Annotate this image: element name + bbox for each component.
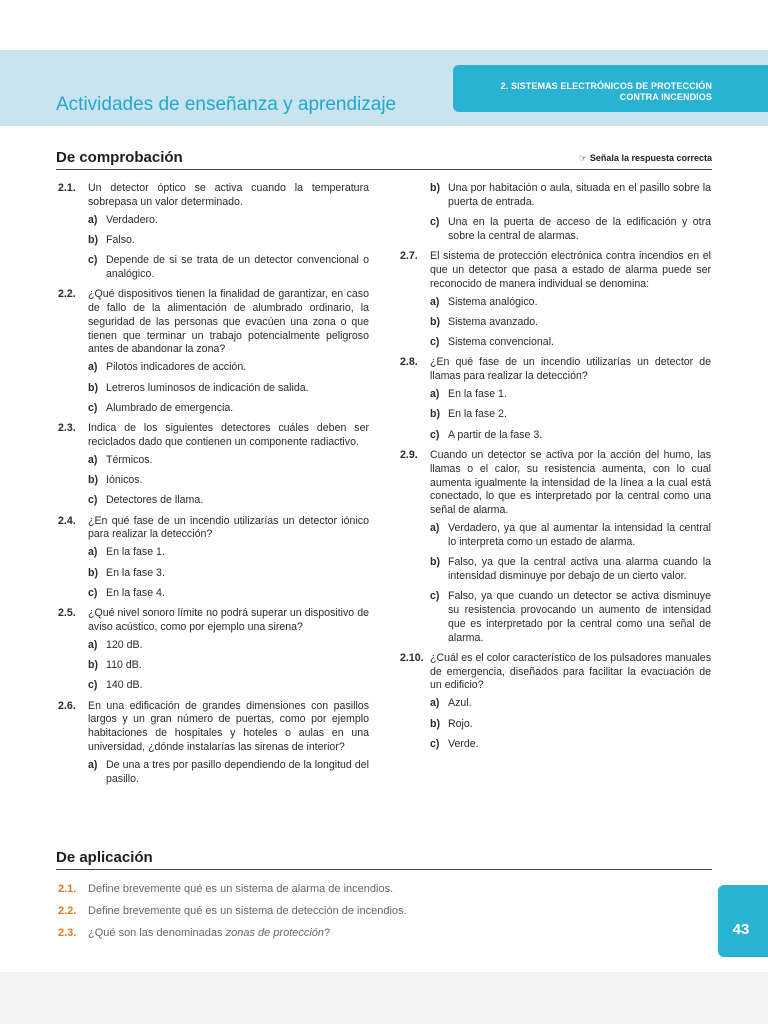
question-number: 2.1.: [58, 182, 76, 194]
option-text: Falso.: [106, 233, 135, 246]
option-text: Rojo.: [448, 717, 473, 730]
option-letter: a): [88, 638, 98, 651]
option-text: En la fase 4.: [106, 586, 165, 599]
option-text: Sistema convencional.: [448, 336, 554, 349]
item-text: Define brevemente qué es un sistema de alarma de incendios.: [88, 883, 394, 895]
chapter-title-line-1: 2. SISTEMAS ELECTRÓNICOS DE PROTECCIÓN: [500, 81, 712, 91]
option-letter: c): [430, 428, 440, 441]
option-text: Verdadero.: [106, 213, 158, 226]
option-text: Sistema analógico.: [448, 295, 538, 308]
option-text: Azul.: [448, 697, 472, 710]
answer-option: [400, 718, 711, 732]
page-number-tab: [718, 885, 768, 957]
question-text: ¿Qué nivel sonoro límite no podrá superar un dispositivo de aviso acústico, como por ejemplo una sirena?: [88, 607, 369, 633]
option-letter: c): [88, 254, 98, 267]
question-text: El sistema de protección electrónica contra incendios en el que un detector que pasa a estado de alarma puede ser reconocido de manera individual se denomina:: [430, 250, 711, 290]
option-letter: c): [430, 737, 440, 750]
question-number: 2.8.: [400, 356, 418, 369]
answer-option: [58, 587, 369, 601]
option-text: Depende de si se trata de un detector convencional o analógico.: [106, 254, 369, 280]
option-letter: c): [88, 494, 98, 507]
option-letter: b): [430, 408, 440, 421]
footer-band: [0, 972, 768, 1024]
item-number: 2.3.: [58, 927, 77, 939]
option-letter: c): [88, 586, 98, 599]
answer-option: [400, 182, 711, 210]
option-text: Alumbrado de emergencia.: [106, 401, 234, 414]
question: [400, 356, 711, 384]
answer-option: [400, 556, 711, 584]
question-text: ¿En qué fase de un incendio utilizarías un detector iónico para realizar la detección?: [88, 514, 369, 541]
option-letter: b): [430, 556, 440, 569]
questions-right-column: [400, 182, 711, 758]
option-letter: b): [430, 315, 440, 328]
option-text: A partir de la fase 3.: [448, 428, 543, 441]
option-letter: b): [88, 474, 98, 487]
section-divider: [56, 869, 712, 870]
answer-option: [400, 296, 711, 310]
option-letter: a): [430, 697, 440, 710]
page-title: Actividades de enseñanza y aprendizaje: [56, 94, 397, 115]
question: [58, 182, 369, 210]
question-number: 2.9.: [400, 448, 418, 461]
question-number: 2.10.: [400, 651, 424, 664]
option-letter: a): [88, 546, 98, 559]
option-text: De una a tres por pasillo dependiendo de la longitud del pasillo.: [106, 758, 369, 785]
answer-option: [58, 567, 369, 581]
question: [58, 515, 369, 543]
question-text: En una edificación de grandes dimensiones con pasillos largos y un gran número de puertas, como por ejemplo habitaciones de hospitales y hoteles o aulas en una universidad, ¿dónde instalarías las sirenas de interior?: [88, 699, 369, 753]
option-text: Una por habitación o aula, situada en el pasillo sobre la puerta de entrada.: [448, 182, 711, 208]
item-text: ¿Qué son las denominadas: [88, 927, 226, 939]
question-number: 2.6.: [58, 699, 76, 712]
answer-option: [58, 254, 369, 282]
question: [400, 250, 711, 291]
option-letter: c): [430, 590, 440, 603]
option-text: Verde.: [448, 737, 479, 750]
option-text: En la fase 2.: [448, 408, 507, 421]
page-number: 43: [732, 921, 750, 938]
option-text: Verdadero, ya que al aumentar la intensidad la central lo interpreta como un estado de alarma.: [448, 521, 711, 548]
answer-option: [58, 454, 369, 468]
question-number: 2.3.: [58, 422, 76, 435]
item-text: Define brevemente qué es un sistema de detección de incendios.: [88, 905, 407, 917]
question: [58, 422, 369, 450]
option-text: 110 dB.: [106, 659, 142, 672]
answer-option: [58, 361, 369, 375]
option-letter: b): [430, 182, 440, 194]
answer-option: [400, 738, 711, 752]
option-text: Sistema avanzado.: [448, 315, 539, 328]
option-text: Detectores de llama.: [106, 494, 204, 507]
option-letter: a): [430, 295, 440, 308]
option-letter: a): [430, 388, 440, 401]
answer-option: [400, 388, 711, 402]
option-text: Una en la puerta de acceso de la edificación y otra sobre la central de alarmas.: [448, 216, 711, 242]
answer-option: [58, 474, 369, 488]
option-text: En la fase 1.: [448, 388, 507, 401]
answer-option: [400, 216, 711, 244]
application-list: [58, 882, 658, 948]
answer-option: [400, 316, 711, 330]
option-letter: a): [88, 758, 98, 771]
question-text: ¿Qué dispositivos tienen la finalidad de garantizar, en caso de fallo de la alimentación de alumbrado ordinario, la seguridad de las personas que evacúen una zona o que tienen que terminar un trabajo potencialmente peligroso antes de abandonar la zona?: [88, 288, 369, 356]
option-text: 120 dB.: [106, 638, 143, 651]
question: [58, 607, 369, 635]
application-item: [58, 882, 658, 896]
answer-option: [58, 546, 369, 560]
question-number: 2.7.: [400, 250, 418, 263]
option-letter: a): [88, 453, 98, 466]
answer-option: [58, 679, 369, 693]
answer-option: [58, 494, 369, 508]
option-letter: b): [430, 717, 440, 730]
section-divider: [56, 169, 712, 170]
option-letter: b): [88, 381, 98, 394]
item-text: ?: [324, 927, 331, 939]
question: [58, 700, 369, 755]
section-title-aplicacion: De aplicación: [56, 849, 153, 866]
instruction-hint: [579, 153, 712, 164]
answer-option: [58, 382, 369, 396]
answer-option: [58, 402, 369, 416]
answer-option: [58, 659, 369, 673]
answer-option: [58, 234, 369, 248]
option-letter: a): [88, 213, 98, 226]
question-text: Cuando un detector se activa por la acción del humo, las llamas o el calor, su resistencia aumenta, con lo cual aumenta igualmente la intensidad de la línea a la cual está conectado, lo que es interpretado por la central como una señal de alarma.: [430, 448, 711, 517]
option-letter: c): [430, 336, 440, 349]
item-number: 2.1.: [58, 883, 77, 895]
option-text: Térmicos.: [106, 453, 153, 466]
question-text: Un detector óptico se activa cuando la temperatura sobrepasa un valor determinado.: [88, 182, 369, 208]
questions-left-column: [58, 182, 369, 793]
chapter-tab: [453, 65, 768, 112]
question-text: Indica de los siguientes detectores cuáles deben ser reciclados dado que contienen un componente radiactivo.: [88, 422, 369, 448]
answer-option: [400, 590, 711, 645]
answer-option: [58, 759, 369, 787]
instruction-text: Señala la respuesta correcta: [589, 153, 712, 163]
pointing-hand-icon: ☞: [578, 153, 587, 163]
answer-option: [400, 336, 711, 350]
question-number: 2.4.: [58, 514, 76, 527]
application-item: [58, 926, 658, 940]
section-title-comprobacion: De comprobación: [56, 149, 183, 166]
option-text: Falso, ya que cuando un detector se activa disminuye su resistencia provocando un aumento de intensidad que es interpretado por la central como una señal de alarma.: [448, 590, 711, 644]
answer-option: [58, 639, 369, 653]
option-text: Iónicos.: [106, 474, 143, 487]
option-text: En la fase 3.: [106, 566, 165, 579]
answer-option: [58, 214, 369, 228]
option-letter: b): [88, 659, 98, 672]
option-letter: c): [88, 401, 98, 414]
option-letter: c): [88, 679, 98, 692]
option-letter: c): [430, 216, 440, 229]
option-letter: b): [88, 233, 98, 246]
option-text: Pilotos indicadores de acción.: [106, 361, 247, 374]
question-text: ¿En qué fase de un incendio utilizarías un detector de llamas para realizar la detección?: [430, 356, 711, 383]
question-number: 2.2.: [58, 288, 76, 301]
question-text: ¿Cuál es el color característico de los pulsadores manuales de emergencia, diseñados para facilitar la evacuación de un edificio?: [430, 651, 711, 692]
option-text: Letreros luminosos de indicación de salida.: [106, 381, 309, 394]
answer-option: [400, 522, 711, 550]
question: [58, 288, 369, 357]
answer-option: [400, 429, 711, 443]
question: [400, 449, 711, 518]
option-letter: a): [430, 521, 440, 534]
option-text: 140 dB.: [106, 679, 143, 692]
option-text: En la fase 1.: [106, 546, 165, 559]
answer-option: [400, 408, 711, 422]
option-text: Falso, ya que la central activa una alarma cuando la intensidad disminuye por debajo de un cierto valor.: [448, 556, 711, 582]
application-item: [58, 904, 658, 918]
question-number: 2.5.: [58, 607, 76, 620]
option-letter: a): [88, 361, 98, 374]
question: [400, 652, 711, 693]
item-text-emphasis: zonas de protección: [225, 927, 325, 939]
option-letter: b): [88, 566, 98, 579]
answer-option: [400, 697, 711, 711]
chapter-title-line-2: CONTRA INCENDIOS: [619, 92, 712, 102]
item-number: 2.2.: [58, 905, 77, 917]
